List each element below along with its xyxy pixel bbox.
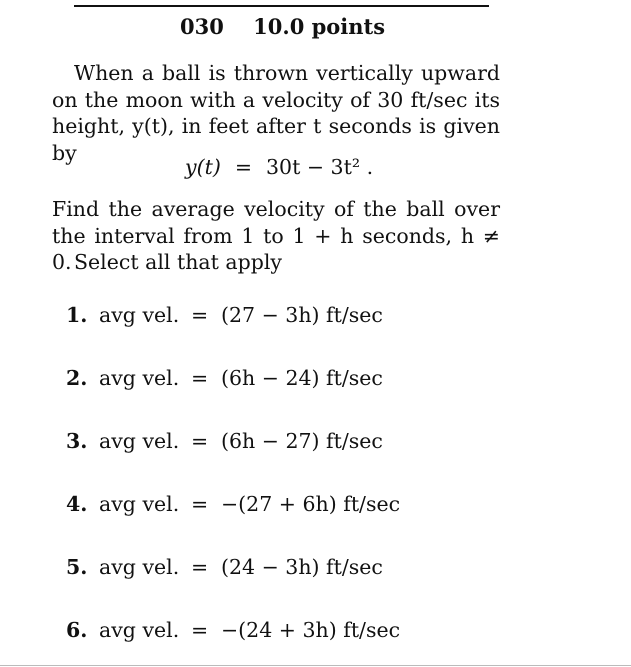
- choice-equals: =: [191, 555, 209, 579]
- choice-equals: =: [191, 303, 209, 327]
- answer-choice-5[interactable]: [66, 555, 383, 579]
- answer-choice-2[interactable]: [66, 366, 383, 390]
- formula-rhs: 30t − 3t² .: [266, 155, 374, 179]
- choice-equals: =: [191, 618, 209, 642]
- answer-choice-6[interactable]: [66, 618, 400, 642]
- instruction-text: Select all that apply: [74, 250, 282, 274]
- answer-choice-1[interactable]: [66, 303, 383, 327]
- choice-equals: =: [191, 366, 209, 390]
- choice-number: 1.: [66, 303, 88, 327]
- choice-value: (6h − 27) ft/sec: [221, 429, 383, 453]
- answer-choice-3[interactable]: [66, 429, 383, 453]
- choice-value: (27 − 3h) ft/sec: [221, 303, 383, 327]
- problem-paragraph-1: [52, 60, 500, 166]
- problem-text-1: When a ball is thrown vertically upward on the moon with a velocity of 30 ft/sec its height, y(t), in feet after t seconds is given by: [52, 61, 500, 165]
- question-number: 030: [180, 14, 224, 39]
- problem-paragraph-2: Find the average velocity of the ball over the interval from 1 to 1 + h seconds, h ≠ 0.: [52, 197, 500, 274]
- choice-value: −(24 + 3h) ft/sec: [221, 618, 401, 642]
- formula-equals: =: [234, 155, 253, 179]
- choice-label: avg vel.: [99, 555, 180, 579]
- choice-label: avg vel.: [99, 492, 180, 516]
- choice-number: 4.: [66, 492, 88, 516]
- choice-label: avg vel.: [99, 429, 180, 453]
- answer-choice-4[interactable]: [66, 492, 400, 516]
- choice-number: 6.: [66, 618, 88, 642]
- choice-number: 2.: [66, 366, 88, 390]
- bottom-rule: [0, 665, 631, 666]
- top-rule: [74, 5, 489, 7]
- choice-label: avg vel.: [99, 303, 180, 327]
- question-points: 10.0 points: [253, 14, 386, 39]
- choice-equals: =: [191, 429, 209, 453]
- choice-number: 5.: [66, 555, 88, 579]
- choice-value: (24 − 3h) ft/sec: [221, 555, 383, 579]
- question-header: [180, 14, 385, 39]
- choice-equals: =: [191, 492, 209, 516]
- choice-label: avg vel.: [99, 366, 180, 390]
- choice-number: 3.: [66, 429, 88, 453]
- height-formula: [185, 155, 373, 179]
- choice-label: avg vel.: [99, 618, 180, 642]
- choice-value: −(27 + 6h) ft/sec: [221, 492, 401, 516]
- formula-lhs: y(t): [185, 155, 221, 179]
- choice-value: (6h − 24) ft/sec: [221, 366, 383, 390]
